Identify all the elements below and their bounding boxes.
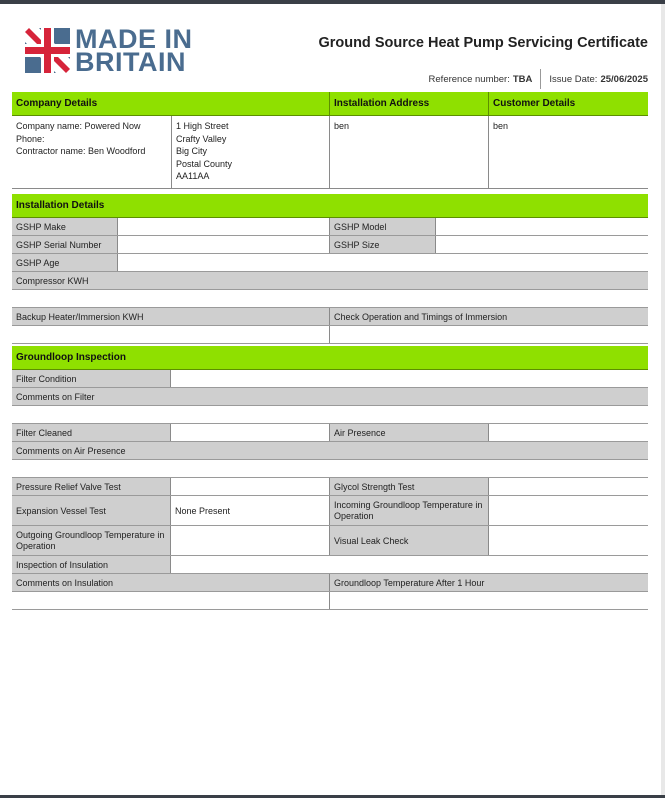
installation-details-title: Installation Details — [16, 200, 105, 211]
installation-section — [12, 194, 648, 344]
filter-air-row — [12, 424, 648, 442]
comments-filter-value[interactable] — [12, 406, 648, 424]
details-section — [12, 92, 648, 189]
incoming-temp-label: Incoming Groundloop Temperature in Operation — [330, 496, 489, 525]
filter-condition-value[interactable] — [171, 370, 648, 387]
page-right-edge — [661, 4, 665, 795]
comments-air-row — [12, 442, 648, 460]
company-info — [12, 116, 172, 188]
visual-leak-value[interactable] — [489, 526, 648, 555]
logo-line-2: BRITAIN — [75, 47, 186, 77]
issue-date-value: 25/06/2025 — [600, 73, 648, 85]
installation-details-header — [12, 194, 648, 218]
insulation-inspection-value[interactable] — [171, 556, 648, 573]
backup-values-row — [12, 326, 648, 344]
address-line: Postal County — [176, 158, 233, 169]
backup-heater-value[interactable] — [12, 326, 330, 343]
temp-after-hour-label: Groundloop Temperature After 1 Hour — [330, 574, 648, 591]
reference-label: Reference number: — [428, 73, 510, 85]
filter-cleaned-label: Filter Cleaned — [12, 424, 171, 441]
gshp-size-label: GSHP Size — [330, 236, 436, 253]
reference-line — [429, 69, 648, 89]
air-presence-value[interactable] — [489, 424, 648, 441]
gshp-serial-label: GSHP Serial Number — [12, 236, 118, 253]
glycol-strength-value[interactable] — [489, 478, 648, 495]
gshp-model-label: GSHP Model — [330, 218, 436, 235]
address-line: 1 High Street — [176, 121, 229, 131]
comments-filter-label: Comments on Filter — [16, 391, 95, 402]
compressor-row — [12, 272, 648, 290]
compressor-kwh-label: Compressor KWH — [16, 275, 89, 286]
installation-address-value: ben — [330, 116, 489, 188]
document-title: Ground Source Heat Pump Servicing Certificate — [318, 35, 648, 51]
issue-date-label: Issue Date: — [549, 73, 598, 85]
company-phone: Phone: — [16, 133, 45, 144]
company-name: Company name: Powered Now — [16, 121, 141, 131]
details-header-row — [12, 92, 648, 116]
reference-value: TBA — [512, 73, 533, 85]
comments-air-label: Comments on Air Presence — [16, 445, 126, 456]
groundloop-section — [12, 346, 648, 610]
filter-condition-label: Filter Condition — [12, 370, 171, 387]
installation-address-header: Installation Address — [330, 92, 489, 115]
groundloop-inspection-header — [12, 346, 648, 370]
contractor-name: Contractor name: Ben Woodford — [16, 146, 146, 156]
customer-details-header: Customer Details — [493, 98, 576, 109]
gshp-serial-value[interactable] — [118, 236, 330, 253]
gshp-size-value[interactable] — [436, 236, 648, 253]
customer-details-value: ben — [493, 121, 509, 131]
divider — [540, 69, 541, 89]
comments-filter-row — [12, 388, 648, 406]
age-row — [12, 254, 648, 272]
address-line: Big City — [176, 146, 208, 156]
air-presence-label: Air Presence — [330, 424, 489, 441]
backup-row — [12, 308, 648, 326]
check-immersion-label: Check Operation and Timings of Immersion — [330, 308, 648, 325]
gshp-model-value[interactable] — [436, 218, 648, 235]
expansion-vessel-label: Expansion Vessel Test — [12, 496, 171, 525]
make-model-row — [12, 218, 648, 236]
expansion-vessel-value[interactable]: None Present — [171, 496, 330, 525]
made-in-britain-logo — [25, 24, 193, 77]
comments-insulation-value[interactable] — [12, 592, 330, 609]
insulation-inspection-label: Inspection of Insulation — [12, 556, 171, 573]
prv-test-label: Pressure Relief Valve Test — [12, 478, 171, 495]
comments-insulation-row — [12, 574, 648, 592]
outgoing-temp-value[interactable] — [171, 526, 330, 555]
incoming-temp-value[interactable] — [489, 496, 648, 525]
filter-cleaned-value[interactable] — [171, 424, 330, 441]
union-flag-icon — [25, 28, 70, 73]
logo-line-1: MADE IN — [75, 24, 193, 54]
company-details-header: Company Details — [12, 92, 330, 115]
comments-air-value[interactable] — [12, 460, 648, 478]
gshp-make-value[interactable] — [118, 218, 330, 235]
temp-after-hour-value[interactable] — [330, 592, 648, 609]
check-immersion-value[interactable] — [330, 326, 648, 343]
outgoing-temp-label: Outgoing Groundloop Temperature in Operation — [12, 526, 171, 555]
groundloop-inspection-title: Groundloop Inspection — [16, 352, 126, 363]
details-body-row — [12, 116, 648, 189]
comments-insulation-values-row — [12, 592, 648, 610]
gshp-make-label: GSHP Make — [12, 218, 118, 235]
filter-condition-row — [12, 370, 648, 388]
logo-wordmark — [75, 24, 193, 77]
address-line: Crafty Valley — [176, 133, 227, 144]
gshp-age-value[interactable] — [118, 254, 648, 271]
insulation-row — [12, 556, 648, 574]
outgoing-leak-row — [12, 526, 648, 556]
top-edge — [0, 0, 665, 4]
comments-insulation-label: Comments on Insulation — [12, 574, 330, 591]
address-line: AA11AA — [176, 171, 210, 181]
prv-glycol-row — [12, 478, 648, 496]
compressor-kwh-value[interactable] — [12, 290, 648, 308]
backup-heater-label: Backup Heater/Immersion KWH — [12, 308, 330, 325]
gshp-age-label: GSHP Age — [12, 254, 118, 271]
glycol-strength-label: Glycol Strength Test — [330, 478, 489, 495]
visual-leak-label: Visual Leak Check — [330, 526, 489, 555]
prv-test-value[interactable] — [171, 478, 330, 495]
expansion-incoming-row — [12, 496, 648, 526]
serial-size-row — [12, 236, 648, 254]
company-address — [172, 116, 330, 188]
